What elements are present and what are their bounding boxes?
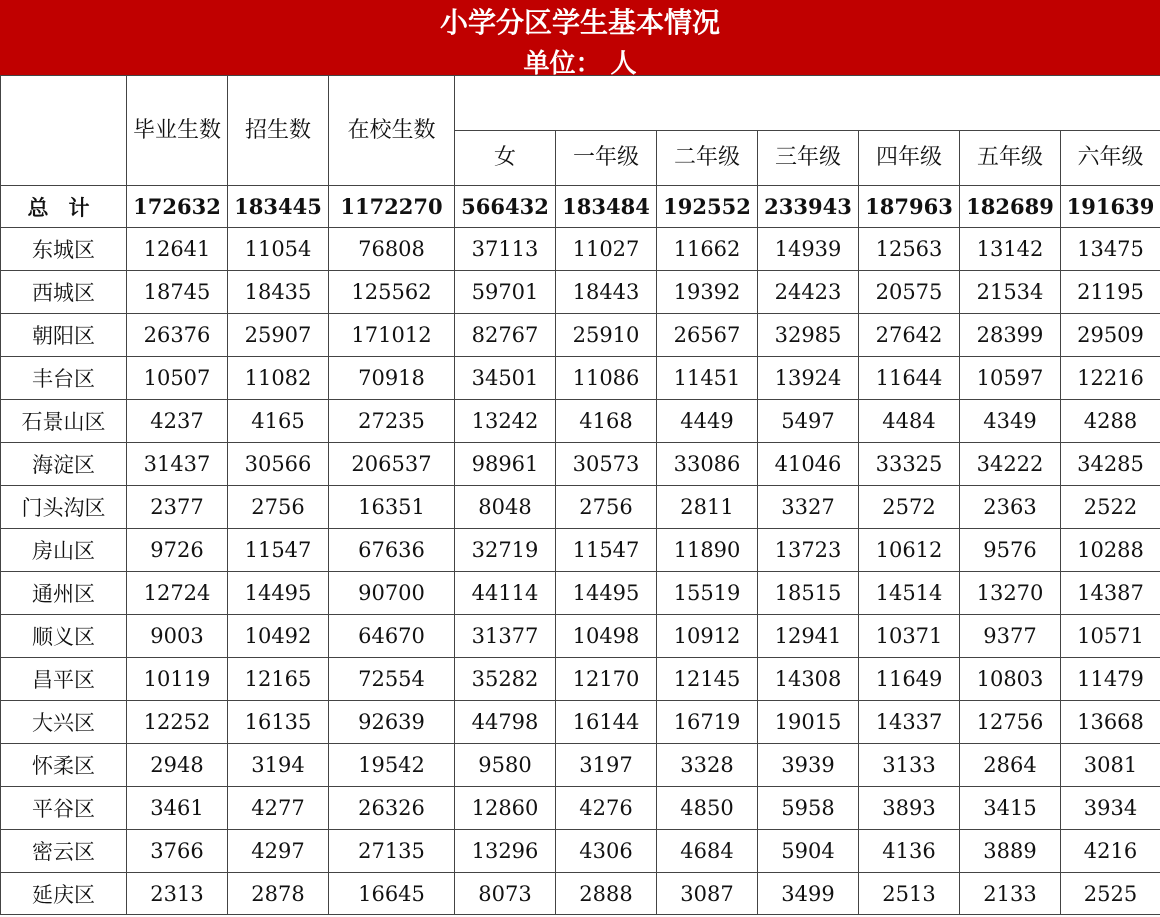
data-cell[interactable]: 35282 (455, 658, 556, 701)
total-cell[interactable]: 183445 (228, 186, 329, 228)
data-cell[interactable]: 3499 (758, 873, 859, 915)
table-row (1, 787, 1160, 830)
table-row (1, 529, 1160, 572)
data-cell[interactable]: 72554 (329, 658, 455, 701)
header-enrollment-label: 招生数 (244, 117, 311, 143)
data-cell[interactable]: 3893 (859, 787, 960, 830)
data-cell[interactable]: 11082 (228, 357, 329, 400)
header-grade1[interactable]: 一年级 (556, 131, 657, 186)
data-cell[interactable]: 19542 (329, 744, 455, 787)
data-cell[interactable]: 15519 (657, 572, 758, 615)
total-cell[interactable]: 182689 (960, 186, 1061, 228)
data-cell[interactable]: 13924 (758, 357, 859, 400)
data-cell[interactable]: 31377 (455, 615, 556, 658)
data-cell[interactable]: 4168 (556, 400, 657, 443)
district-name-cell[interactable]: 密云区 (1, 830, 127, 873)
data-cell[interactable]: 64670 (329, 615, 455, 658)
data-cell[interactable]: 12941 (758, 615, 859, 658)
data-cell[interactable]: 13475 (1061, 228, 1160, 271)
data-cell[interactable]: 10492 (228, 615, 329, 658)
data-cell[interactable]: 14495 (228, 572, 329, 615)
data-cell[interactable]: 125562 (329, 271, 455, 314)
table-row (1, 873, 1160, 915)
table-row (1, 744, 1160, 787)
data-cell[interactable]: 11479 (1061, 658, 1160, 701)
data-cell[interactable]: 2522 (1061, 486, 1160, 529)
data-cell[interactable]: 10912 (657, 615, 758, 658)
data-cell[interactable]: 14337 (859, 701, 960, 744)
data-cell[interactable]: 3087 (657, 873, 758, 915)
data-cell[interactable]: 8048 (455, 486, 556, 529)
table-row (1, 357, 1160, 400)
data-cell[interactable]: 67636 (329, 529, 455, 572)
data-cell[interactable]: 10612 (859, 529, 960, 572)
header-grade3[interactable]: 三年级 (758, 131, 859, 186)
data-cell[interactable]: 11054 (228, 228, 329, 271)
data-cell[interactable]: 2572 (859, 486, 960, 529)
data-cell[interactable]: 9726 (127, 529, 228, 572)
table-row (1, 314, 1160, 357)
header-female[interactable]: 女 (455, 131, 556, 186)
data-cell[interactable]: 27642 (859, 314, 960, 357)
data-cell[interactable]: 14514 (859, 572, 960, 615)
data-cell[interactable]: 10507 (127, 357, 228, 400)
data-cell[interactable]: 26376 (127, 314, 228, 357)
table-row (1, 658, 1160, 701)
data-cell[interactable]: 16135 (228, 701, 329, 744)
data-cell[interactable]: 11547 (228, 529, 329, 572)
header-in-school[interactable] (329, 76, 455, 186)
data-cell[interactable]: 10288 (1061, 529, 1160, 572)
data-cell[interactable]: 30566 (228, 443, 329, 486)
data-cell[interactable]: 27135 (329, 830, 455, 873)
table-row (1, 486, 1160, 529)
data-cell[interactable]: 3889 (960, 830, 1061, 873)
data-cell[interactable]: 9580 (455, 744, 556, 787)
data-cell[interactable]: 34285 (1061, 443, 1160, 486)
data-cell[interactable]: 4297 (228, 830, 329, 873)
data-cell[interactable]: 11027 (556, 228, 657, 271)
header-grade6[interactable]: 六年级 (1061, 131, 1160, 186)
data-cell[interactable]: 2878 (228, 873, 329, 915)
data-cell[interactable]: 24423 (758, 271, 859, 314)
data-cell[interactable]: 12724 (127, 572, 228, 615)
data-cell[interactable]: 10371 (859, 615, 960, 658)
data-cell[interactable]: 8073 (455, 873, 556, 915)
data-cell[interactable]: 33325 (859, 443, 960, 486)
data-cell[interactable]: 19015 (758, 701, 859, 744)
data-cell[interactable]: 4136 (859, 830, 960, 873)
data-cell[interactable]: 4165 (228, 400, 329, 443)
data-cell[interactable]: 4276 (556, 787, 657, 830)
data-cell[interactable]: 16144 (556, 701, 657, 744)
data-cell[interactable]: 11662 (657, 228, 758, 271)
data-cell[interactable]: 10119 (127, 658, 228, 701)
district-name-cell[interactable]: 通州区 (1, 572, 127, 615)
header-in-school-label: 在校生数 (347, 117, 436, 143)
data-cell[interactable]: 16719 (657, 701, 758, 744)
data-cell[interactable]: 5958 (758, 787, 859, 830)
data-cell[interactable]: 90700 (329, 572, 455, 615)
data-cell[interactable]: 4484 (859, 400, 960, 443)
data-cell[interactable]: 3415 (960, 787, 1061, 830)
data-cell[interactable]: 2864 (960, 744, 1061, 787)
district-name-cell[interactable]: 石景山区 (1, 400, 127, 443)
district-name-cell[interactable]: 顺义区 (1, 615, 127, 658)
data-cell[interactable]: 3081 (1061, 744, 1160, 787)
data-cell[interactable]: 10498 (556, 615, 657, 658)
total-cell[interactable]: 172632 (127, 186, 228, 228)
data-cell[interactable]: 12252 (127, 701, 228, 744)
data-cell[interactable]: 9377 (960, 615, 1061, 658)
table-title: 小学分区学生基本情况 (439, 6, 720, 39)
data-cell[interactable]: 34501 (455, 357, 556, 400)
data-cell[interactable]: 14308 (758, 658, 859, 701)
data-cell[interactable]: 34222 (960, 443, 1061, 486)
data-cell[interactable]: 2756 (228, 486, 329, 529)
data-cell[interactable]: 13142 (960, 228, 1061, 271)
data-cell[interactable]: 3133 (859, 744, 960, 787)
total-cell[interactable]: 1172270 (329, 186, 455, 228)
data-cell[interactable]: 12641 (127, 228, 228, 271)
data-cell[interactable]: 3934 (1061, 787, 1160, 830)
total-cell[interactable]: 191639 (1061, 186, 1160, 228)
data-cell[interactable]: 18435 (228, 271, 329, 314)
data-cell[interactable]: 3939 (758, 744, 859, 787)
district-name-cell[interactable]: 房山区 (1, 529, 127, 572)
district-name-cell[interactable]: 门头沟区 (1, 486, 127, 529)
data-cell[interactable]: 27235 (329, 400, 455, 443)
district-name-cell[interactable]: 东城区 (1, 228, 127, 271)
table-row (1, 830, 1160, 873)
data-cell[interactable]: 4349 (960, 400, 1061, 443)
data-cell[interactable]: 32719 (455, 529, 556, 572)
data-cell[interactable]: 44798 (455, 701, 556, 744)
data-cell[interactable]: 30573 (556, 443, 657, 486)
data-cell[interactable]: 4288 (1061, 400, 1160, 443)
data-cell[interactable]: 12756 (960, 701, 1061, 744)
data-cell[interactable]: 5497 (758, 400, 859, 443)
data-cell[interactable]: 171012 (329, 314, 455, 357)
total-cell[interactable]: 183484 (556, 186, 657, 228)
total-cell[interactable]: 192552 (657, 186, 758, 228)
data-cell[interactable]: 206537 (329, 443, 455, 486)
data-cell[interactable]: 4216 (1061, 830, 1160, 873)
data-cell[interactable]: 28399 (960, 314, 1061, 357)
district-name-cell[interactable]: 延庆区 (1, 873, 127, 915)
total-row (1, 186, 1160, 228)
table-row (1, 701, 1160, 744)
data-cell[interactable]: 3461 (127, 787, 228, 830)
data-cell[interactable]: 10803 (960, 658, 1061, 701)
data-cell[interactable]: 2811 (657, 486, 758, 529)
data-cell[interactable]: 11086 (556, 357, 657, 400)
data-cell[interactable]: 2888 (556, 873, 657, 915)
district-name-cell[interactable]: 丰台区 (1, 357, 127, 400)
data-cell[interactable]: 29509 (1061, 314, 1160, 357)
data-cell[interactable]: 10571 (1061, 615, 1160, 658)
data-cell[interactable]: 2525 (1061, 873, 1160, 915)
data-cell[interactable]: 14495 (556, 572, 657, 615)
data-cell[interactable]: 3194 (228, 744, 329, 787)
header-graduates-label: 毕业生数 (132, 117, 221, 143)
data-cell[interactable]: 2363 (960, 486, 1061, 529)
data-cell[interactable]: 14387 (1061, 572, 1160, 615)
table-row (1, 400, 1160, 443)
table-row (1, 443, 1160, 486)
data-cell[interactable]: 4684 (657, 830, 758, 873)
data-cell[interactable]: 2133 (960, 873, 1061, 915)
data-cell[interactable]: 2513 (859, 873, 960, 915)
header-grade4[interactable]: 四年级 (859, 131, 960, 186)
data-cell[interactable]: 18515 (758, 572, 859, 615)
data-cell[interactable]: 12860 (455, 787, 556, 830)
total-cell[interactable]: 233943 (758, 186, 859, 228)
header-corner-cell[interactable] (1, 76, 127, 186)
data-cell[interactable]: 4277 (228, 787, 329, 830)
data-cell[interactable]: 4850 (657, 787, 758, 830)
data-cell[interactable]: 12216 (1061, 357, 1160, 400)
data-cell[interactable]: 32985 (758, 314, 859, 357)
district-name-cell[interactable]: 怀柔区 (1, 744, 127, 787)
data-cell[interactable]: 59701 (455, 271, 556, 314)
data-cell[interactable]: 20575 (859, 271, 960, 314)
data-cell[interactable]: 16351 (329, 486, 455, 529)
data-cell[interactable]: 13723 (758, 529, 859, 572)
data-cell[interactable]: 98961 (455, 443, 556, 486)
unit-label: 单位： 人 (523, 49, 637, 75)
data-cell[interactable]: 4306 (556, 830, 657, 873)
data-cell[interactable]: 9576 (960, 529, 1061, 572)
data-cell[interactable]: 2377 (127, 486, 228, 529)
data-cell[interactable]: 3328 (657, 744, 758, 787)
data-cell[interactable]: 14939 (758, 228, 859, 271)
data-cell[interactable]: 2313 (127, 873, 228, 915)
district-name-cell[interactable]: 昌平区 (1, 658, 127, 701)
data-cell[interactable]: 2756 (556, 486, 657, 529)
data-cell[interactable]: 21534 (960, 271, 1061, 314)
data-cell[interactable]: 82767 (455, 314, 556, 357)
data-cell[interactable]: 13668 (1061, 701, 1160, 744)
data-cell[interactable]: 76808 (329, 228, 455, 271)
data-cell[interactable]: 21195 (1061, 271, 1160, 314)
data-cell[interactable]: 41046 (758, 443, 859, 486)
data-cell[interactable]: 12563 (859, 228, 960, 271)
district-name-cell[interactable]: 西城区 (1, 271, 127, 314)
data-cell[interactable]: 9003 (127, 615, 228, 658)
district-name-cell[interactable]: 朝阳区 (1, 314, 127, 357)
table-row (1, 271, 1160, 314)
data-cell[interactable]: 4449 (657, 400, 758, 443)
total-cell[interactable]: 187963 (859, 186, 960, 228)
data-cell[interactable]: 70918 (329, 357, 455, 400)
data-cell[interactable]: 4237 (127, 400, 228, 443)
data-cell[interactable]: 18745 (127, 271, 228, 314)
data-cell[interactable]: 92639 (329, 701, 455, 744)
data-cell[interactable]: 26326 (329, 787, 455, 830)
total-label-cell[interactable]: 总计 (1, 186, 127, 228)
data-cell[interactable]: 12170 (556, 658, 657, 701)
header-grade2[interactable]: 二年级 (657, 131, 758, 186)
data-cell[interactable]: 2948 (127, 744, 228, 787)
data-cell[interactable]: 44114 (455, 572, 556, 615)
district-name-cell[interactable]: 海淀区 (1, 443, 127, 486)
data-cell[interactable]: 31437 (127, 443, 228, 486)
data-cell[interactable]: 19392 (657, 271, 758, 314)
data-cell[interactable]: 11451 (657, 357, 758, 400)
data-cell[interactable]: 16645 (329, 873, 455, 915)
table-row (1, 615, 1160, 658)
header-grade5[interactable]: 五年级 (960, 131, 1061, 186)
data-cell[interactable]: 5904 (758, 830, 859, 873)
data-cell[interactable]: 12145 (657, 658, 758, 701)
data-cell[interactable]: 26567 (657, 314, 758, 357)
data-cell[interactable]: 18443 (556, 271, 657, 314)
data-cell[interactable]: 13270 (960, 572, 1061, 615)
table-row (1, 228, 1160, 271)
data-cell[interactable]: 3327 (758, 486, 859, 529)
header-blank-group[interactable] (455, 76, 1160, 131)
total-cell[interactable]: 566432 (455, 186, 556, 228)
data-cell[interactable]: 11890 (657, 529, 758, 572)
district-name-cell[interactable]: 平谷区 (1, 787, 127, 830)
data-cell[interactable]: 12165 (228, 658, 329, 701)
data-cell[interactable]: 11547 (556, 529, 657, 572)
data-cell[interactable]: 11644 (859, 357, 960, 400)
header-enrollment[interactable] (228, 76, 329, 186)
data-cell[interactable]: 13296 (455, 830, 556, 873)
data-cell[interactable]: 13242 (455, 400, 556, 443)
data-cell[interactable]: 37113 (455, 228, 556, 271)
title-banner (0, 0, 1160, 75)
data-cell[interactable]: 25910 (556, 314, 657, 357)
district-name-cell[interactable]: 大兴区 (1, 701, 127, 744)
data-cell[interactable]: 3197 (556, 744, 657, 787)
data-cell[interactable]: 10597 (960, 357, 1061, 400)
statistics-table (0, 75, 1160, 915)
data-cell[interactable]: 33086 (657, 443, 758, 486)
header-graduates[interactable] (127, 76, 228, 186)
table-row (1, 572, 1160, 615)
data-cell[interactable]: 3766 (127, 830, 228, 873)
data-cell[interactable]: 11649 (859, 658, 960, 701)
data-cell[interactable]: 25907 (228, 314, 329, 357)
